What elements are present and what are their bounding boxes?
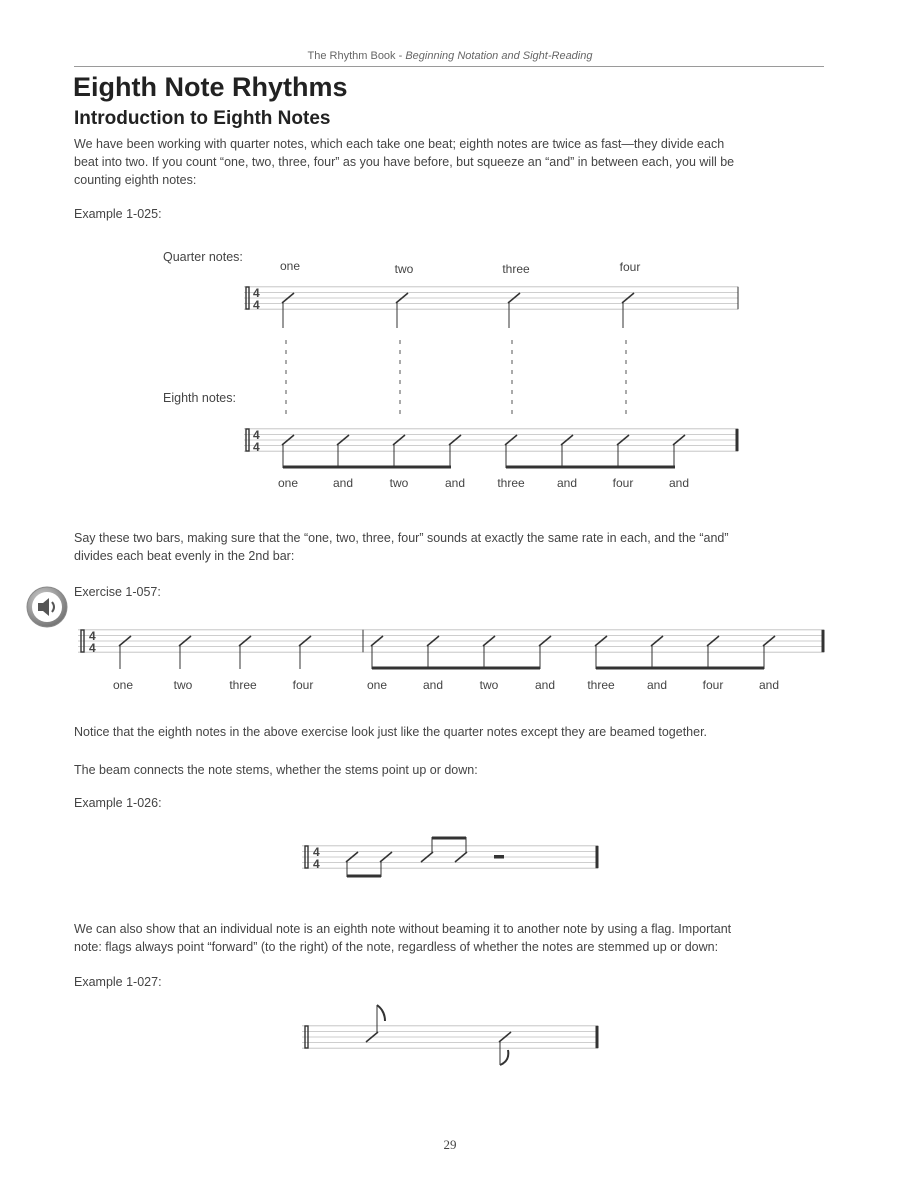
exercise-1-057-label: Exercise 1-057: xyxy=(74,585,161,599)
count-label: three xyxy=(587,678,615,692)
notes xyxy=(119,293,775,1065)
beam-paragraph: The beam connects the note stems, whether the stems point up or down: xyxy=(74,763,478,777)
count-label: two xyxy=(479,678,499,692)
eighth-flag xyxy=(377,1005,385,1021)
count-label: four xyxy=(619,260,641,274)
eighth-notes-label: Eighth notes: xyxy=(163,391,236,405)
count-label: three xyxy=(229,678,257,692)
time-signature-bottom: 4 xyxy=(253,440,260,454)
quarter-note-staff xyxy=(244,286,738,312)
quarter-notes-label: Quarter notes: xyxy=(163,250,243,264)
time-signature-top: 4 xyxy=(313,845,320,859)
beam xyxy=(283,466,451,469)
eighth-flag xyxy=(500,1050,508,1065)
time-signature-bottom: 4 xyxy=(313,857,320,871)
count-labels xyxy=(113,259,779,692)
count-label: and xyxy=(758,678,780,692)
beam xyxy=(506,466,675,469)
beam xyxy=(596,667,764,670)
example-1-025-label: Example 1-025: xyxy=(74,207,162,221)
count-label: two xyxy=(173,678,193,692)
half-rest xyxy=(494,855,504,859)
eighth-note-staff xyxy=(244,428,738,454)
time-signature-top: 4 xyxy=(253,286,260,300)
header-separator: - xyxy=(395,50,406,62)
page-title: Eighth Note Rhythms xyxy=(73,72,348,102)
count-label: four xyxy=(292,678,314,692)
count-label: one xyxy=(366,678,388,692)
beat-alignment-guides xyxy=(286,340,626,414)
time-signature-bottom: 4 xyxy=(89,641,96,655)
count-label: two xyxy=(394,262,414,276)
intro-line-1: We have been working with quarter notes, which each take one beat; eighth notes are twice as fast—they divide each xyxy=(74,137,725,151)
intro-line-3: counting eighth notes: xyxy=(74,173,197,187)
count-label: four xyxy=(612,476,634,490)
book-title: The Rhythm Book xyxy=(307,50,396,62)
beam xyxy=(432,837,466,840)
count-label: one xyxy=(277,476,299,490)
section-title: Introduction to Eighth Notes xyxy=(74,108,331,129)
count-label: one xyxy=(279,259,301,273)
example-1-026-staff xyxy=(302,845,598,871)
count-label: and xyxy=(556,476,578,490)
count-label: one xyxy=(112,678,134,692)
count-label: and xyxy=(332,476,354,490)
beam xyxy=(372,667,540,670)
flag-line-1: We can also show that an individual note is an eighth note without beaming it to another note by using a flag. Important xyxy=(74,922,732,936)
count-label: and xyxy=(534,678,556,692)
flag-line-2: note: flags always point “forward” (to the right) of the note, regardless of whether the notes are stemmed up or down: xyxy=(74,940,719,954)
say-line-1: Say these two bars, making sure that the “one, two, three, four” sounds at exactly the same rate in each, and the “and” xyxy=(74,531,729,545)
beam xyxy=(347,875,381,878)
count-label: and xyxy=(422,678,444,692)
example-1-027-staff xyxy=(302,1026,598,1048)
count-label: four xyxy=(702,678,724,692)
example-1-027-label: Example 1-027: xyxy=(74,975,162,989)
notice-paragraph: Notice that the eighth notes in the above exercise look just like the quarter notes except they are beamed together. xyxy=(74,725,708,739)
count-label: three xyxy=(502,262,530,276)
count-label: two xyxy=(389,476,409,490)
page-number: 29 xyxy=(443,1137,457,1152)
count-label: and xyxy=(444,476,466,490)
count-label: and xyxy=(646,678,668,692)
intro-line-2: beat into two. If you count “one, two, three, four” as you have before, but squeeze an “and” in between each, you will be xyxy=(74,155,735,169)
count-label: three xyxy=(497,476,525,490)
example-1-026-label: Example 1-026: xyxy=(74,796,162,810)
time-signature-bottom: 4 xyxy=(253,298,260,312)
time-signature-top: 4 xyxy=(89,629,96,643)
say-line-2: divides each beat evenly in the 2nd bar: xyxy=(74,549,295,563)
book-subtitle: Beginning Notation and Sight-Reading xyxy=(405,50,593,62)
count-label: and xyxy=(668,476,690,490)
time-signature-top: 4 xyxy=(253,428,260,442)
